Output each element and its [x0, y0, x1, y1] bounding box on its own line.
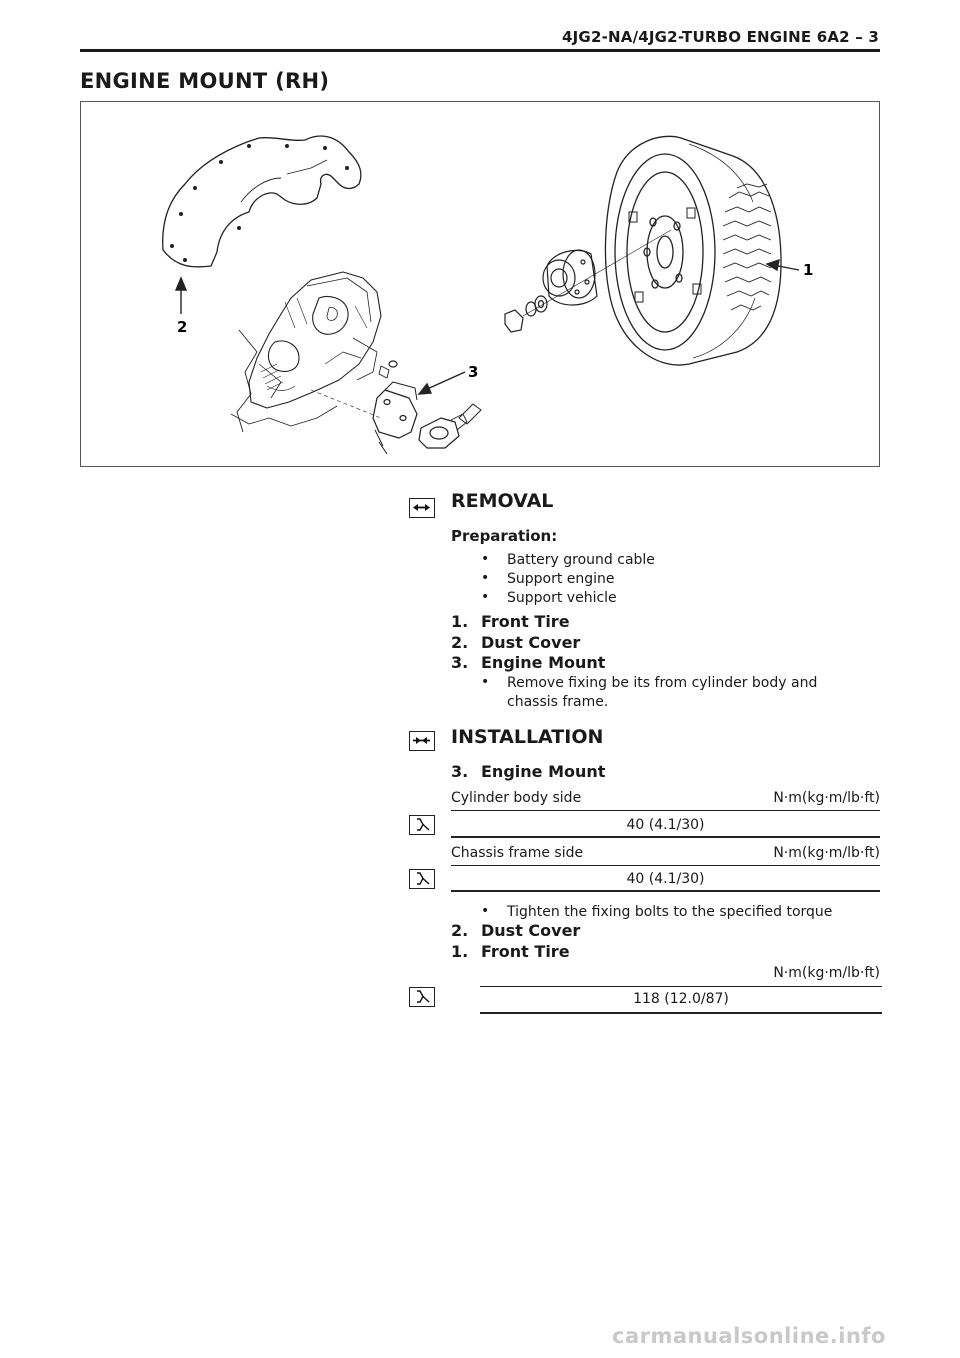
step-label: Dust Cover	[481, 921, 581, 940]
step-number: 3.	[451, 653, 469, 672]
prep-item-text: Support engine	[507, 571, 615, 587]
engine-mount-illustration	[81, 102, 879, 466]
watermark: carmanualsonline.info	[612, 1324, 886, 1348]
removal-note: • Remove fixing be its from cylinder body and chassis frame.	[481, 674, 861, 714]
prep-item: • Support vehicle	[481, 589, 861, 609]
table-rule	[480, 986, 882, 987]
prep-item: • Support engine	[481, 570, 861, 590]
torque-unit: N·m(kg·m/lb·ft)	[773, 845, 880, 861]
engine-block-shape	[249, 272, 381, 408]
callout-1: 1	[803, 261, 814, 279]
torque-label: Cylinder body side	[451, 790, 582, 806]
removal-step	[451, 612, 751, 634]
removal-heading: REMOVAL	[451, 490, 554, 512]
installation-step	[451, 921, 751, 943]
step-label: Engine Mount	[481, 653, 606, 672]
installation-note-text: Tighten the fixing bolts to the specified torque	[507, 904, 833, 920]
removal-note-text: Remove fixing be its from cylinder body and chassis frame.	[507, 675, 818, 710]
table-rule	[480, 1012, 882, 1014]
removal-arrows-icon	[410, 499, 433, 516]
step-label: Engine Mount	[481, 762, 606, 781]
tire-tread-pattern	[723, 184, 771, 310]
torque-value: 40 (4.1/30)	[626, 871, 705, 887]
installation-step	[451, 942, 751, 964]
installation-step	[451, 762, 751, 784]
rubber-mount	[419, 418, 459, 448]
prep-item: • Battery ground cable	[481, 551, 861, 571]
step-label: Dust Cover	[481, 633, 581, 652]
removal-symbol	[409, 498, 435, 518]
tire-torque-unit: N·m(kg·m/lb·ft)	[773, 965, 880, 981]
tire-torque-value: 118 (12.0/87)	[633, 991, 729, 1007]
step-number: 3.	[451, 762, 469, 781]
prep-item-text: Battery ground cable	[507, 552, 655, 568]
step-label: Front Tire	[481, 942, 570, 961]
torque-unit: N·m(kg·m/lb·ft)	[773, 790, 880, 806]
step-number: 1.	[451, 612, 469, 631]
installation-note: • Tighten the fixing bolts to the specified torque	[481, 903, 861, 923]
running-header: 4JG2-NA/4JG2-TURBO ENGINE 6A2 – 3	[562, 28, 879, 46]
table-rule	[451, 836, 880, 838]
torque-symbol	[409, 869, 435, 889]
table-rule	[451, 810, 880, 811]
torque-value: 40 (4.1/30)	[626, 817, 705, 833]
callout-2: 2	[177, 318, 188, 336]
prep-item-text: Support vehicle	[507, 590, 617, 606]
torque-symbol	[409, 815, 435, 835]
installation-symbol	[409, 731, 435, 751]
installation-arrows-icon	[410, 732, 433, 749]
dust-cover-shape	[163, 136, 361, 267]
step-number: 1.	[451, 942, 469, 961]
step-number: 2.	[451, 921, 469, 940]
removal-step	[451, 653, 751, 675]
lug-nut	[505, 310, 523, 332]
torque-wrench-icon	[410, 870, 433, 887]
torque-label: Chassis frame side	[451, 845, 584, 861]
torque-symbol	[409, 987, 435, 1007]
engine-mount-bracket	[373, 390, 417, 438]
table-rule	[451, 890, 880, 892]
header-rule	[80, 49, 880, 52]
preparation-label: Preparation:	[451, 527, 558, 545]
step-label: Front Tire	[481, 612, 570, 631]
callout-3: 3	[468, 363, 479, 381]
torque-wrench-icon	[410, 816, 433, 833]
step-number: 2.	[451, 633, 469, 652]
page-title: ENGINE MOUNT (RH)	[80, 69, 330, 93]
removal-step	[451, 633, 751, 655]
installation-heading: INSTALLATION	[451, 726, 604, 748]
hub-shape	[547, 250, 597, 305]
torque-wrench-icon	[410, 988, 433, 1005]
exploded-view-figure	[80, 101, 880, 467]
table-rule	[451, 865, 880, 866]
